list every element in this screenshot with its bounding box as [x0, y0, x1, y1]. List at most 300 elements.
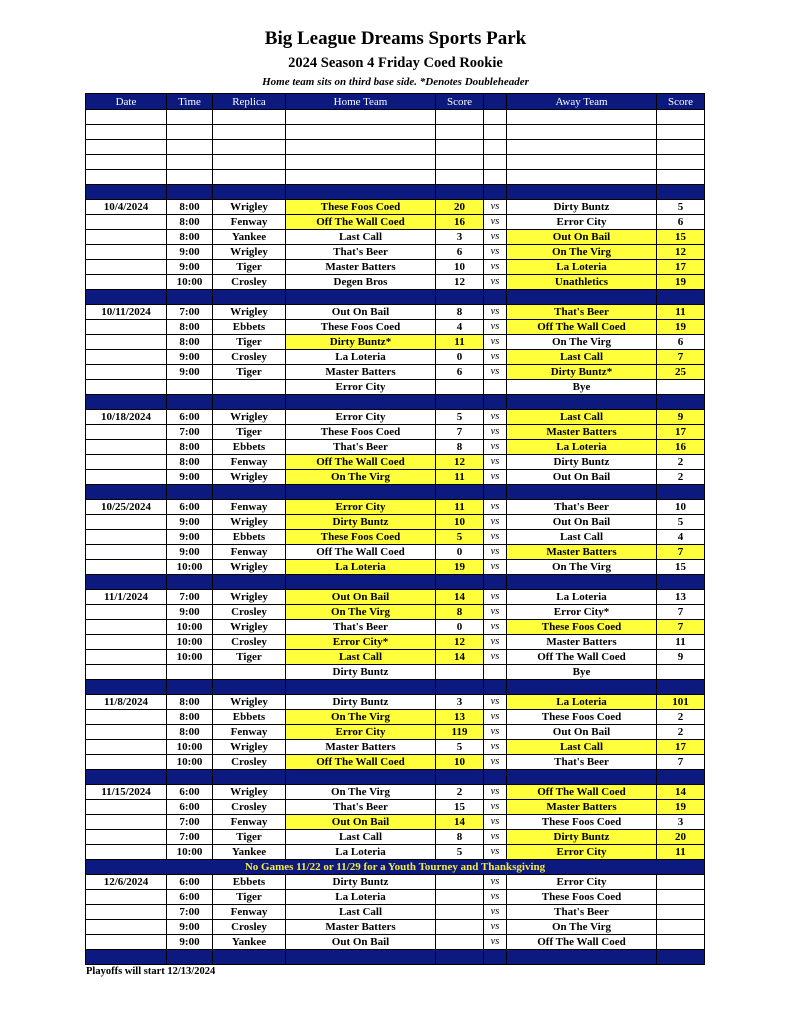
home-team-cell: Master Batters — [286, 260, 436, 275]
empty-cell — [657, 110, 705, 125]
empty-cell — [436, 155, 484, 170]
empty-cell — [286, 125, 436, 140]
away-score-cell: 17 — [657, 260, 705, 275]
home-team-cell: Error City* — [286, 635, 436, 650]
replica-cell: Ebbets — [213, 440, 286, 455]
table-row — [86, 620, 705, 635]
home-score-cell: 12 — [436, 635, 484, 650]
away-score-cell: 5 — [657, 515, 705, 530]
empty-cell — [436, 575, 484, 590]
col-home-score-header: Score — [436, 94, 484, 110]
home-team-cell: Dirty Buntz* — [286, 335, 436, 350]
table-row — [86, 515, 705, 530]
away-team-cell: La Loteria — [507, 695, 657, 710]
empty-cell — [286, 290, 436, 305]
empty-cell — [507, 950, 657, 965]
away-score-cell: 15 — [657, 230, 705, 245]
away-score-cell: 19 — [657, 800, 705, 815]
vs-cell: vs — [484, 845, 507, 860]
date-cell — [86, 545, 167, 560]
col-away-score-header: Score — [657, 94, 705, 110]
time-cell: 6:00 — [167, 800, 213, 815]
empty-cell — [86, 575, 167, 590]
away-team-cell: These Foos Coed — [507, 815, 657, 830]
home-score-cell: 8 — [436, 440, 484, 455]
empty-cell — [484, 680, 507, 695]
empty-cell — [213, 140, 286, 155]
away-score-cell: 2 — [657, 455, 705, 470]
empty-cell — [657, 575, 705, 590]
empty-cell — [657, 170, 705, 185]
empty-cell — [484, 770, 507, 785]
home-team-cell: La Loteria — [286, 845, 436, 860]
replica-cell: Tiger — [213, 425, 286, 440]
time-cell: 9:00 — [167, 920, 213, 935]
empty-cell — [507, 155, 657, 170]
date-cell — [86, 275, 167, 290]
away-score-cell — [657, 665, 705, 680]
home-score-cell: 11 — [436, 500, 484, 515]
vs-cell: vs — [484, 650, 507, 665]
date-cell — [86, 230, 167, 245]
away-team-cell: Bye — [507, 380, 657, 395]
empty-cell — [167, 770, 213, 785]
away-score-cell: 14 — [657, 785, 705, 800]
away-score-cell: 7 — [657, 545, 705, 560]
date-cell: 10/25/2024 — [86, 500, 167, 515]
empty-cell — [167, 170, 213, 185]
empty-cell — [507, 770, 657, 785]
away-team-cell: Master Batters — [507, 800, 657, 815]
time-cell: 9:00 — [167, 530, 213, 545]
away-team-cell: Error City* — [507, 605, 657, 620]
replica-cell: Tiger — [213, 365, 286, 380]
away-team-cell: These Foos Coed — [507, 620, 657, 635]
empty-cell — [213, 290, 286, 305]
table-row — [86, 305, 705, 320]
away-team-cell: On The Virg — [507, 920, 657, 935]
table-row — [86, 425, 705, 440]
table-row — [86, 230, 705, 245]
away-score-cell: 15 — [657, 560, 705, 575]
home-team-cell: That's Beer — [286, 440, 436, 455]
empty-cell — [657, 950, 705, 965]
replica-cell: Wrigley — [213, 560, 286, 575]
home-score-cell: 5 — [436, 845, 484, 860]
table-row — [86, 920, 705, 935]
separator-row — [86, 395, 705, 410]
home-team-cell: Degen Bros — [286, 275, 436, 290]
replica-cell: Crosley — [213, 755, 286, 770]
empty-cell — [484, 140, 507, 155]
time-cell: 9:00 — [167, 350, 213, 365]
empty-cell — [167, 290, 213, 305]
table-row — [86, 935, 705, 950]
time-cell: 10:00 — [167, 650, 213, 665]
vs-cell: vs — [484, 200, 507, 215]
away-team-cell: Master Batters — [507, 545, 657, 560]
vs-cell — [484, 665, 507, 680]
away-team-cell: Out On Bail — [507, 725, 657, 740]
away-score-cell: 20 — [657, 830, 705, 845]
blank-row — [86, 125, 705, 140]
away-score-cell — [657, 920, 705, 935]
home-team-cell: These Foos Coed — [286, 320, 436, 335]
home-score-cell: 119 — [436, 725, 484, 740]
date-cell — [86, 710, 167, 725]
time-cell: 6:00 — [167, 785, 213, 800]
replica-cell — [213, 380, 286, 395]
col-date-header: Date — [86, 94, 167, 110]
time-cell: 8:00 — [167, 695, 213, 710]
home-team-cell: Error City — [286, 725, 436, 740]
date-cell — [86, 515, 167, 530]
date-cell — [86, 635, 167, 650]
time-cell: 8:00 — [167, 440, 213, 455]
away-team-cell: Out On Bail — [507, 470, 657, 485]
home-team-cell: Off The Wall Coed — [286, 545, 436, 560]
vs-cell: vs — [484, 830, 507, 845]
date-cell — [86, 665, 167, 680]
date-cell — [86, 365, 167, 380]
vs-cell: vs — [484, 410, 507, 425]
date-cell — [86, 905, 167, 920]
time-cell: 7:00 — [167, 905, 213, 920]
empty-cell — [86, 170, 167, 185]
away-score-cell: 19 — [657, 320, 705, 335]
table-row — [86, 560, 705, 575]
empty-cell — [86, 185, 167, 200]
empty-cell — [507, 110, 657, 125]
away-score-cell: 7 — [657, 620, 705, 635]
date-cell — [86, 755, 167, 770]
vs-cell: vs — [484, 335, 507, 350]
home-team-cell: On The Virg — [286, 605, 436, 620]
empty-cell — [86, 110, 167, 125]
date-cell — [86, 830, 167, 845]
home-score-cell: 3 — [436, 695, 484, 710]
away-team-cell: Off The Wall Coed — [507, 785, 657, 800]
vs-cell: vs — [484, 545, 507, 560]
empty-cell — [507, 680, 657, 695]
away-score-cell: 7 — [657, 755, 705, 770]
replica-cell: Crosley — [213, 275, 286, 290]
replica-cell: Fenway — [213, 815, 286, 830]
away-team-cell: Dirty Buntz* — [507, 365, 657, 380]
table-row — [86, 200, 705, 215]
table-row — [86, 500, 705, 515]
vs-cell: vs — [484, 245, 507, 260]
empty-cell — [436, 950, 484, 965]
home-team-cell: Master Batters — [286, 365, 436, 380]
separator-row — [86, 575, 705, 590]
date-cell — [86, 530, 167, 545]
date-cell: 11/1/2024 — [86, 590, 167, 605]
home-team-cell: Out On Bail — [286, 935, 436, 950]
date-cell — [86, 650, 167, 665]
empty-cell — [86, 485, 167, 500]
replica-cell: Yankee — [213, 845, 286, 860]
home-score-cell — [436, 905, 484, 920]
empty-cell — [86, 140, 167, 155]
col-away-team-header: Away Team — [507, 94, 657, 110]
replica-cell: Crosley — [213, 635, 286, 650]
table-row — [86, 665, 705, 680]
empty-cell — [286, 140, 436, 155]
empty-cell — [213, 395, 286, 410]
home-score-cell: 8 — [436, 830, 484, 845]
home-score-cell: 11 — [436, 335, 484, 350]
away-score-cell: 5 — [657, 200, 705, 215]
replica-cell: Wrigley — [213, 515, 286, 530]
away-score-cell: 19 — [657, 275, 705, 290]
replica-cell — [213, 665, 286, 680]
time-cell: 10:00 — [167, 560, 213, 575]
empty-cell — [484, 185, 507, 200]
empty-cell — [167, 485, 213, 500]
home-team-cell: These Foos Coed — [286, 530, 436, 545]
empty-cell — [167, 680, 213, 695]
home-team-cell: Master Batters — [286, 740, 436, 755]
vs-cell: vs — [484, 260, 507, 275]
date-cell — [86, 215, 167, 230]
vs-cell: vs — [484, 755, 507, 770]
empty-cell — [436, 185, 484, 200]
replica-cell: Wrigley — [213, 245, 286, 260]
vs-cell: vs — [484, 590, 507, 605]
replica-cell: Wrigley — [213, 740, 286, 755]
away-score-cell: 12 — [657, 245, 705, 260]
empty-cell — [657, 125, 705, 140]
table-row — [86, 635, 705, 650]
vs-cell: vs — [484, 920, 507, 935]
empty-cell — [507, 125, 657, 140]
empty-cell — [86, 125, 167, 140]
time-cell: 7:00 — [167, 305, 213, 320]
home-team-cell: Out On Bail — [286, 815, 436, 830]
away-team-cell: Bye — [507, 665, 657, 680]
away-score-cell — [657, 890, 705, 905]
away-team-cell: Off The Wall Coed — [507, 935, 657, 950]
empty-cell — [213, 680, 286, 695]
vs-cell: vs — [484, 620, 507, 635]
away-team-cell: Out On Bail — [507, 515, 657, 530]
time-cell: 7:00 — [167, 425, 213, 440]
empty-cell — [436, 395, 484, 410]
away-team-cell: That's Beer — [507, 755, 657, 770]
empty-cell — [167, 110, 213, 125]
home-score-cell: 5 — [436, 410, 484, 425]
home-team-cell: Dirty Buntz — [286, 695, 436, 710]
home-team-cell: Error City — [286, 410, 436, 425]
date-cell — [86, 845, 167, 860]
away-team-cell: These Foos Coed — [507, 890, 657, 905]
time-cell: 10:00 — [167, 635, 213, 650]
away-score-cell: 25 — [657, 365, 705, 380]
replica-cell: Wrigley — [213, 785, 286, 800]
away-score-cell: 13 — [657, 590, 705, 605]
table-row — [86, 455, 705, 470]
away-score-cell: 6 — [657, 215, 705, 230]
home-score-cell: 5 — [436, 530, 484, 545]
table-row — [86, 800, 705, 815]
empty-cell — [657, 140, 705, 155]
vs-cell: vs — [484, 935, 507, 950]
empty-cell — [507, 170, 657, 185]
vs-cell: vs — [484, 470, 507, 485]
home-score-cell: 14 — [436, 650, 484, 665]
away-team-cell: Error City — [507, 845, 657, 860]
empty-cell — [484, 950, 507, 965]
playoffs-note: Playoffs will start 12/13/2024 — [86, 966, 216, 977]
date-cell — [86, 320, 167, 335]
vs-cell: vs — [484, 455, 507, 470]
empty-cell — [213, 110, 286, 125]
date-cell — [86, 800, 167, 815]
home-score-cell — [436, 875, 484, 890]
date-cell — [86, 470, 167, 485]
empty-cell — [286, 155, 436, 170]
replica-cell: Wrigley — [213, 410, 286, 425]
home-team-cell: That's Beer — [286, 620, 436, 635]
empty-cell — [484, 125, 507, 140]
empty-cell — [657, 185, 705, 200]
away-score-cell: 11 — [657, 635, 705, 650]
time-cell: 8:00 — [167, 335, 213, 350]
vs-cell: vs — [484, 725, 507, 740]
header-row — [86, 94, 705, 110]
replica-cell: Fenway — [213, 725, 286, 740]
empty-cell — [167, 395, 213, 410]
table-row — [86, 695, 705, 710]
home-team-cell: Off The Wall Coed — [286, 755, 436, 770]
empty-cell — [213, 575, 286, 590]
replica-cell: Tiger — [213, 830, 286, 845]
home-score-cell — [436, 935, 484, 950]
time-cell: 10:00 — [167, 620, 213, 635]
blank-row — [86, 155, 705, 170]
page-subtitle: 2024 Season 4 Friday Coed Rookie — [288, 55, 503, 71]
away-team-cell: On The Virg — [507, 335, 657, 350]
away-team-cell: Error City — [507, 875, 657, 890]
vs-cell: vs — [484, 890, 507, 905]
replica-cell: Wrigley — [213, 590, 286, 605]
away-score-cell: 7 — [657, 605, 705, 620]
col-time-header: Time — [167, 94, 213, 110]
empty-cell — [436, 125, 484, 140]
date-cell — [86, 935, 167, 950]
table-row — [86, 785, 705, 800]
date-cell — [86, 260, 167, 275]
away-team-cell: That's Beer — [507, 305, 657, 320]
empty-cell — [436, 680, 484, 695]
empty-cell — [507, 185, 657, 200]
home-team-cell: These Foos Coed — [286, 425, 436, 440]
away-team-cell: Error City — [507, 215, 657, 230]
table-row — [86, 815, 705, 830]
date-cell: 10/11/2024 — [86, 305, 167, 320]
away-score-cell: 9 — [657, 410, 705, 425]
table-row — [86, 740, 705, 755]
away-score-cell: 10 — [657, 500, 705, 515]
home-team-cell: Error City — [286, 500, 436, 515]
time-cell: 8:00 — [167, 710, 213, 725]
replica-cell: Wrigley — [213, 200, 286, 215]
home-score-cell — [436, 380, 484, 395]
away-score-cell — [657, 380, 705, 395]
home-score-cell: 0 — [436, 350, 484, 365]
empty-cell — [213, 770, 286, 785]
empty-cell — [507, 485, 657, 500]
replica-cell: Crosley — [213, 920, 286, 935]
empty-cell — [86, 770, 167, 785]
home-score-cell — [436, 890, 484, 905]
empty-cell — [657, 485, 705, 500]
empty-cell — [484, 575, 507, 590]
col-vs-header — [484, 94, 507, 110]
time-cell: 9:00 — [167, 935, 213, 950]
empty-cell — [286, 170, 436, 185]
time-cell: 9:00 — [167, 245, 213, 260]
away-score-cell: 16 — [657, 440, 705, 455]
table-row — [86, 365, 705, 380]
separator-row — [86, 770, 705, 785]
home-team-cell: Out On Bail — [286, 305, 436, 320]
home-score-cell: 11 — [436, 470, 484, 485]
time-cell: 10:00 — [167, 845, 213, 860]
replica-cell: Fenway — [213, 455, 286, 470]
date-cell — [86, 455, 167, 470]
separator-row — [86, 290, 705, 305]
replica-cell: Wrigley — [213, 695, 286, 710]
time-cell: 8:00 — [167, 215, 213, 230]
table-row — [86, 830, 705, 845]
time-cell — [167, 380, 213, 395]
empty-cell — [286, 485, 436, 500]
date-cell — [86, 425, 167, 440]
empty-cell — [436, 110, 484, 125]
home-team-cell: On The Virg — [286, 470, 436, 485]
blank-row — [86, 110, 705, 125]
vs-cell — [484, 380, 507, 395]
time-cell: 10:00 — [167, 740, 213, 755]
away-team-cell: Out On Bail — [507, 230, 657, 245]
time-cell: 9:00 — [167, 260, 213, 275]
table-row — [86, 275, 705, 290]
empty-cell — [507, 290, 657, 305]
home-score-cell — [436, 665, 484, 680]
empty-cell — [167, 950, 213, 965]
table-row — [86, 440, 705, 455]
time-cell: 8:00 — [167, 200, 213, 215]
home-score-cell: 6 — [436, 365, 484, 380]
away-score-cell: 101 — [657, 695, 705, 710]
home-score-cell: 14 — [436, 590, 484, 605]
home-team-cell: Dirty Buntz — [286, 665, 436, 680]
time-cell: 8:00 — [167, 230, 213, 245]
vs-cell: vs — [484, 515, 507, 530]
home-score-cell: 8 — [436, 605, 484, 620]
away-team-cell: La Loteria — [507, 590, 657, 605]
replica-cell: Fenway — [213, 215, 286, 230]
empty-cell — [167, 140, 213, 155]
home-score-cell: 13 — [436, 710, 484, 725]
table-row — [86, 545, 705, 560]
vs-cell: vs — [484, 560, 507, 575]
empty-cell — [286, 110, 436, 125]
vs-cell: vs — [484, 905, 507, 920]
away-team-cell: Master Batters — [507, 425, 657, 440]
